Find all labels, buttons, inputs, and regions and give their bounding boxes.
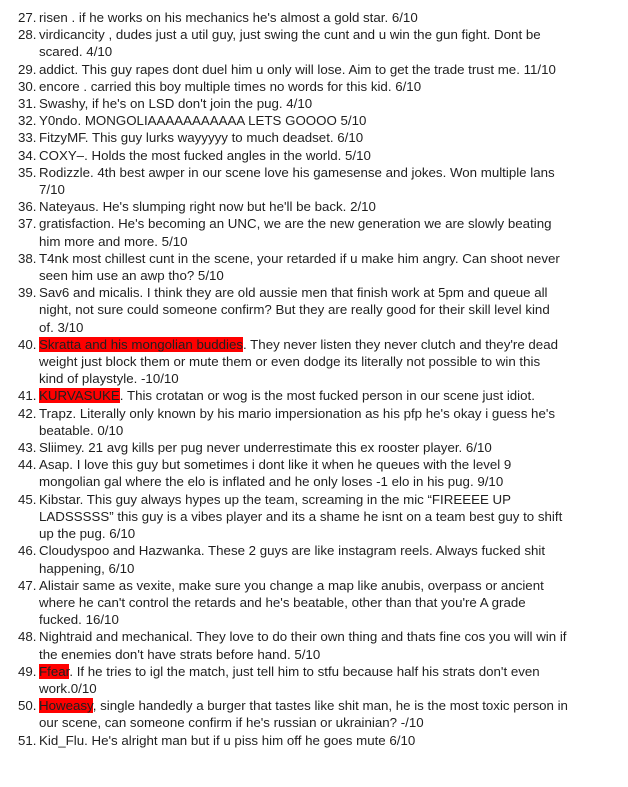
item-number: 36. (18, 199, 37, 215)
list-item (0, 215, 628, 249)
list-item (0, 542, 628, 576)
list-item (0, 663, 628, 697)
item-number: 31. (18, 96, 37, 112)
item-text: Kibstar. This guy always hypes up the team, screaming in the mic “FIREEEE UP LADSSSSS” this guy is a vibes player and its a shame he isnt on a team best guy to shift up the pug. 6/10 (39, 491, 563, 542)
item-number: 29. (18, 61, 37, 77)
list-item (0, 198, 628, 215)
item-number: 45. (18, 491, 37, 507)
list-item (0, 491, 628, 543)
list-item (0, 439, 628, 456)
item-number: 37. (18, 216, 37, 232)
list-item (0, 456, 628, 490)
item-text: FitzyMF. This guy lurks wayyyyy to much deadset. 6/10 (39, 130, 364, 146)
item-text: addict. This guy rapes dont duel him u only will lose. Aim to get the trade trust me. 11/10 (39, 61, 556, 77)
list-item (0, 405, 628, 439)
item-text: Kid_Flu. He's alright man but if u piss him off he goes mute 6/10 (39, 732, 416, 748)
item-number: 34. (18, 147, 37, 163)
list-item (0, 284, 628, 336)
item-text: Cloudyspoo and Hazwanka. These 2 guys are like instagram reels. Always fucked shit happening, 6/10 (39, 543, 546, 576)
list-item (0, 61, 628, 78)
list-item (0, 129, 628, 146)
item-text: risen . if he works on his mechanics he's almost a gold star. 6/10 (39, 10, 418, 25)
highlighted-name: Ffear (39, 663, 70, 679)
item-text: virdicancity , dudes just a util guy, just swing the cunt and u win the gun fight. Dont be scared. 4/10 (39, 27, 541, 60)
ranking-list (0, 9, 628, 749)
item-text: encore . carried this boy multiple times no words for this kid. 6/10 (39, 78, 422, 94)
item-text: Nightraid and mechanical. They love to do their own thing and thats fine cos you will win if the enemies don't have strats before hand. 5/10 (39, 629, 567, 662)
list-item (0, 250, 628, 284)
item-number: 42. (18, 405, 37, 421)
list-item (0, 577, 628, 629)
highlighted-name: Skratta and his mongolian buddies (39, 336, 244, 352)
item-text: Trapz. Literally only known by his mario impersionation as his pfp he's okay i guess he's beatable. 0/10 (39, 405, 556, 438)
list-item (0, 147, 628, 164)
list-item (0, 697, 628, 731)
item-text: Sav6 and micalis. I think they are old aussie men that finish work at 5pm and queue all night, not sure could someone confirm? But they are really good for their skill level kind of. 3/10 (39, 285, 550, 335)
item-number: 50. (18, 698, 37, 714)
item-text: COXY–. Holds the most fucked angles in the world. 5/10 (39, 147, 371, 163)
item-number: 49. (18, 663, 37, 679)
item-text: gratisfaction. He's becoming an UNC, we are the new generation we are slowly beating him more and more. 5/10 (39, 216, 552, 249)
item-number: 44. (18, 457, 37, 473)
item-number: 41. (18, 388, 37, 404)
list-item (0, 112, 628, 129)
item-number: 40. (18, 336, 37, 352)
item-text: . They never listen they never clutch and they're dead weight just block them or mute them or even dodge its literally not possible to win this kind of playstyle. -10/10 (39, 336, 558, 387)
item-text: . This crotatan or wog is the most fucked person in our scene just idiot. (119, 388, 535, 404)
list-item (0, 9, 628, 26)
item-text: Sliimey. 21 avg kills per pug never underrestimate this ex rooster player. 6/10 (39, 440, 492, 456)
item-text: . If he tries to igl the match, just tell him to stfu because half his strats don't even work.0/10 (39, 663, 540, 696)
item-number: 32. (18, 113, 37, 129)
item-number: 35. (18, 164, 37, 180)
item-text: , single handedly a burger that tastes like shit man, he is the most toxic person in our scene, can someone confirm if he's russian or ukrainian? -/10 (39, 698, 568, 731)
item-text: Alistair same as vexite, make sure you change a map like anubis, overpass or ancient where he can't control the retards and he's beatable, other than that you're A grade fucked. 16/10 (39, 577, 544, 628)
item-number: 27. (18, 10, 37, 25)
item-number: 46. (18, 543, 37, 559)
item-number: 28. (18, 27, 37, 43)
item-text: Asap. I love this guy but sometimes i dont like it when he queues with the level 9 mongolian gal where the elo is inflated and he only loses -1 elo in his pug. 9/10 (39, 457, 512, 490)
item-number: 33. (18, 130, 37, 146)
item-text: Y0ndo. MONGOLIAAAAAAAAAAA LETS GOOOO 5/10 (39, 113, 367, 129)
item-number: 38. (18, 250, 37, 266)
list-item (0, 387, 628, 404)
highlighted-name: KURVASUKE (39, 388, 120, 404)
list-item (0, 95, 628, 112)
item-number: 47. (18, 577, 37, 593)
list-item (0, 78, 628, 95)
item-text: Swashy, if he's on LSD don't join the pug. 4/10 (39, 96, 313, 112)
list-item (0, 26, 628, 60)
item-number: 51. (18, 732, 37, 748)
item-text: T4nk most chillest cunt in the scene, your retarded if u make him angry. Can shoot never seen him use an awp tho? 5/10 (39, 250, 560, 284)
item-number: 43. (18, 440, 37, 456)
list-item (0, 164, 628, 198)
list-item (0, 628, 628, 662)
item-number: 39. (18, 285, 37, 301)
highlighted-name: Howeasy (39, 698, 93, 714)
item-text: Rodizzle. 4th best awper in our scene love his gamesense and jokes. Won multiple lans 7/10 (39, 164, 555, 198)
list-item (0, 732, 628, 749)
item-number: 48. (18, 629, 37, 645)
item-text: Nateyaus. He's slumping right now but he'll be back. 2/10 (39, 199, 376, 215)
list-item (0, 336, 628, 388)
item-number: 30. (18, 78, 37, 94)
